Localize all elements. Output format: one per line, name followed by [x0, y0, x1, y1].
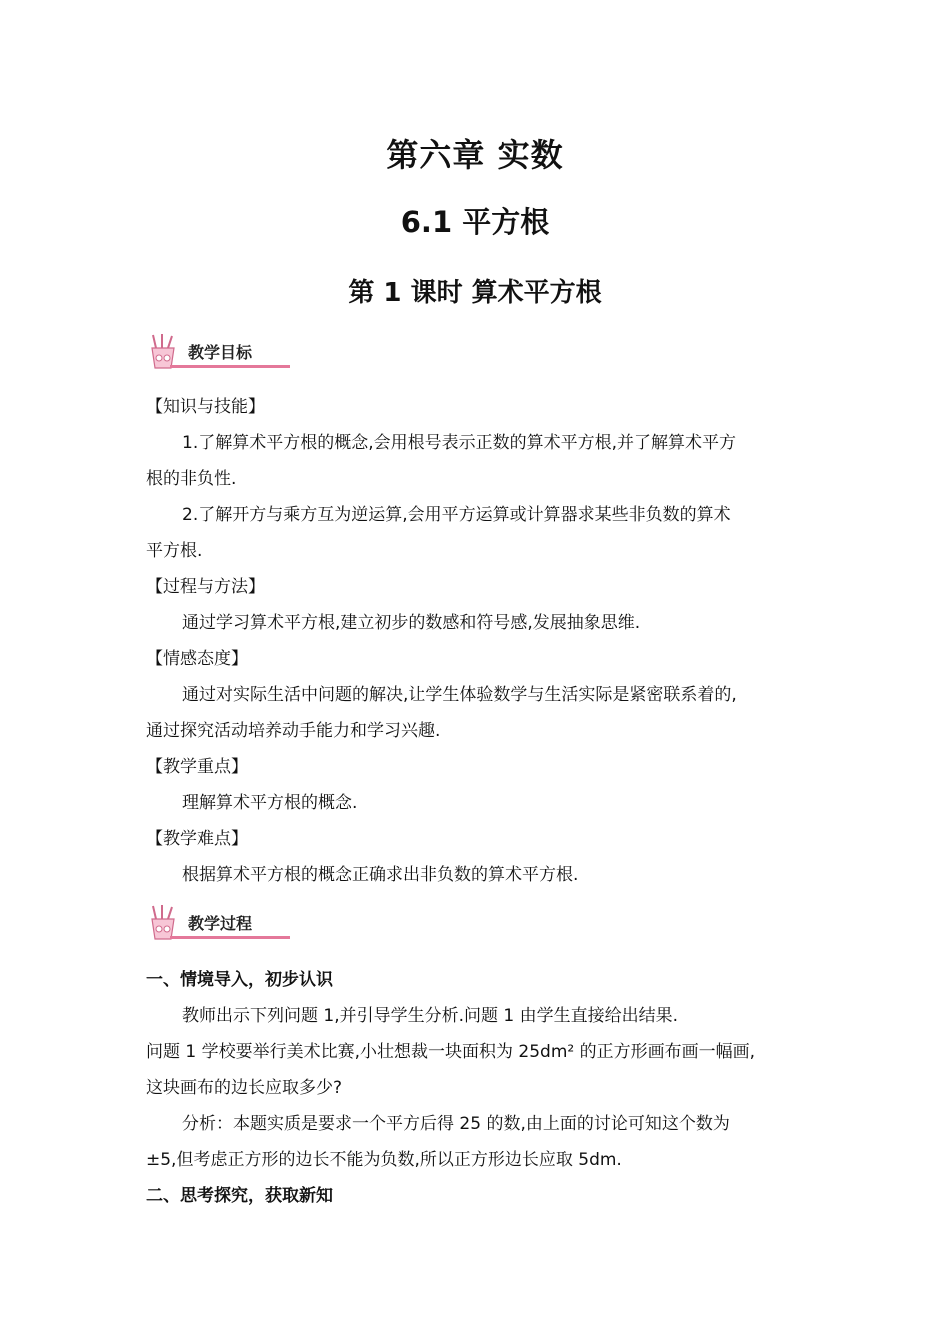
part2-heading: 二、思考探究，获取新知: [146, 1186, 333, 1206]
goals-badge: [144, 332, 290, 372]
difficulty-heading: 【教学难点】: [146, 829, 248, 849]
difficulty-text: 根据算术平方根的概念正确求出非负数的算术平方根.: [182, 865, 579, 885]
process-badge-label: 教学过程: [188, 914, 253, 933]
part1-heading: 一、情境导入，初步认识: [146, 970, 333, 990]
key-text: 理解算术平方根的概念.: [182, 793, 358, 813]
emotion-line2: 通过探究活动培养动手能力和学习兴趣.: [146, 721, 441, 741]
analysis-line2: ±5,但考虑正方形的边长不能为负数,所以正方形边长应取 5dm.: [146, 1150, 622, 1170]
knowledge-heading: 【知识与技能】: [146, 397, 265, 417]
intro-text: 教师出示下列问题 1,并引导学生分析.问题 1 由学生直接给出结果.: [182, 1006, 679, 1026]
knowledge-1-line2: 根的非负性.: [146, 469, 237, 489]
goals-content: [146, 389, 810, 893]
process-content: [146, 962, 810, 1214]
emotion-heading: 【情感态度】: [146, 649, 248, 669]
knowledge-2-line2: 平方根.: [146, 541, 203, 561]
problem1-line1: 问题 1 学校要举行美术比赛,小壮想裁一块面积为 25dm² 的正方形画布画一幅画,: [146, 1042, 756, 1062]
key-heading: 【教学重点】: [146, 757, 248, 777]
process-text: 通过学习算术平方根,建立初步的数感和符号感,发展抽象思维.: [182, 613, 641, 633]
analysis-line1: 分析：本题实质是要求一个平方后得 25 的数,由上面的讨论可知这个数为: [182, 1114, 730, 1134]
lesson-title: 第 1 课时 算术平方根: [348, 278, 602, 308]
knowledge-1-line1: 1.了解算术平方根的概念,会用根号表示正数的算术平方根,并了解算术平方: [182, 433, 737, 453]
process-heading: 【过程与方法】: [146, 577, 265, 597]
emotion-line1: 通过对实际生活中问题的解决,让学生体验数学与生活实际是紧密联系着的,: [182, 685, 737, 705]
chapter-title: 第六章 实数: [386, 136, 564, 174]
process-badge: [144, 903, 290, 943]
badge-underline: [170, 936, 290, 939]
knowledge-2-line1: 2.了解开方与乘方互为逆运算,会用平方运算或计算器求某些非负数的算术: [182, 505, 731, 525]
badge-underline: [170, 365, 290, 368]
section-title: 6.1 平方根: [400, 205, 550, 239]
goals-badge-label: 教学目标: [188, 343, 253, 362]
problem1-line2: 这块画布的边长应取多少?: [146, 1078, 343, 1098]
